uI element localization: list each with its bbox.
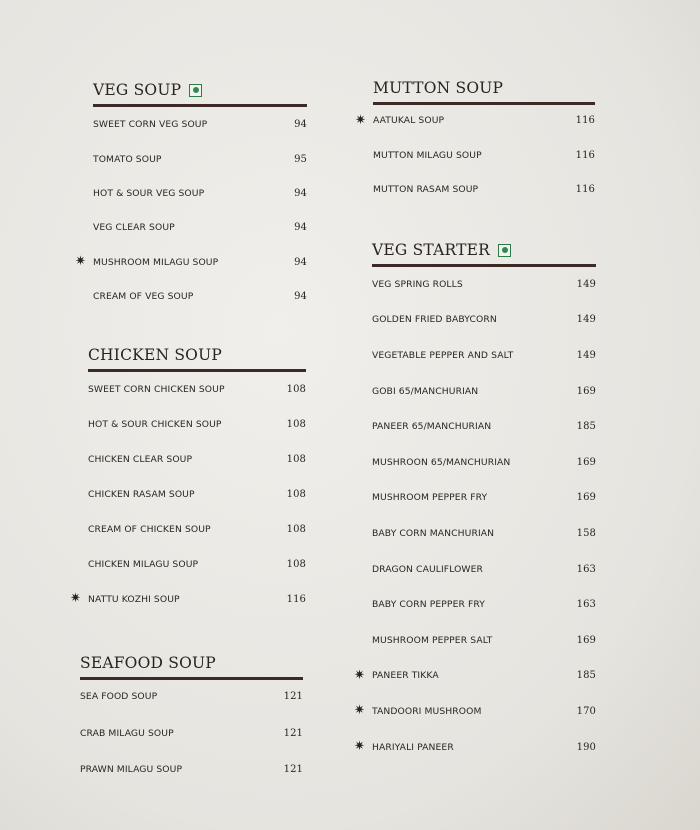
menu-item — [75, 245, 307, 279]
menu-item-price: 94 — [294, 222, 307, 234]
menu-item-name: MUTTON RASAM SOUP — [373, 183, 479, 195]
menu-item-name: MUSHROON 65/MANCHURIAN — [372, 456, 511, 468]
menu-item-price: 149 — [576, 278, 596, 290]
menu-item-name: BABY CORN PEPPER FRY — [372, 599, 485, 611]
menu-item-price: 121 — [283, 764, 303, 776]
menu-item-price: 185 — [576, 421, 596, 433]
menu-item — [354, 729, 596, 765]
menu-item — [372, 622, 596, 658]
section-title: MUTTON SOUP — [373, 79, 504, 97]
menu-item-name: CHICKEN RASAM SOUP — [88, 489, 195, 501]
menu-item-name: PANEER TIKKA — [372, 670, 439, 682]
menu-item-price: 116 — [575, 115, 595, 127]
menu-item-name: MUSHROOM PEPPER SALT — [372, 634, 493, 646]
menu-item — [80, 752, 303, 789]
menu-item — [88, 477, 306, 512]
menu-item — [70, 582, 306, 617]
menu-item-price: 169 — [576, 456, 596, 468]
menu-item — [372, 267, 596, 303]
veg-soup-section — [75, 78, 307, 314]
menu-item-name: VEG SPRING ROLLS — [372, 278, 463, 290]
menu-item — [372, 516, 596, 552]
menu-item-name: SEA FOOD SOUP — [80, 691, 158, 703]
menu-item-price: 169 — [576, 634, 596, 646]
menu-item-price: 158 — [576, 527, 596, 539]
chicken-soup-section — [70, 343, 306, 617]
special-star-icon: ✷ — [354, 667, 365, 683]
menu-item — [372, 587, 596, 623]
menu-item-price: 121 — [283, 727, 303, 739]
menu-item-price: 149 — [576, 349, 596, 361]
menu-item — [88, 547, 306, 582]
menu-item-name: CREAM OF CHICKEN SOUP — [88, 524, 211, 535]
menu-item — [88, 442, 306, 477]
menu-item-name: TANDOORI MUSHROOM — [372, 705, 482, 717]
special-star-icon: ✷ — [354, 703, 365, 719]
menu-item-name: MUTTON MILAGU SOUP — [373, 149, 482, 161]
menu-item — [88, 512, 306, 547]
menu-item — [93, 176, 307, 210]
menu-item-price: 108 — [286, 384, 306, 396]
special-star-icon: ✷ — [75, 254, 86, 269]
section-title: SEAFOOD SOUP — [80, 654, 216, 672]
menu-item-name: GOBI 65/MANCHURIAN — [372, 385, 479, 397]
mutton-soup-section — [355, 76, 595, 207]
menu-item-name: TOMATO SOUP — [93, 153, 162, 165]
menu-item-name: CHICKEN MILAGU SOUP — [88, 558, 199, 570]
menu-item-name: SWEET CORN CHICKEN SOUP — [88, 384, 225, 396]
menu-item-price: 190 — [576, 741, 596, 753]
veg-square-dot-icon — [189, 84, 202, 97]
menu-item — [354, 694, 596, 730]
menu-item — [372, 480, 596, 516]
menu-item-price: 108 — [286, 558, 306, 570]
menu-item — [93, 142, 307, 176]
special-star-icon: ✷ — [355, 112, 366, 128]
menu-item-price: 94 — [294, 187, 307, 199]
section-divider — [93, 104, 307, 107]
section-title: VEG SOUP — [93, 81, 182, 99]
menu-item — [372, 444, 596, 480]
menu-item — [355, 104, 595, 138]
seafood-soup-section — [80, 651, 303, 788]
menu-item-name: MUSHROOM PEPPER FRY — [372, 492, 488, 504]
menu-item-name: GOLDEN FRIED BABYCORN — [372, 314, 497, 326]
menu-item-name: PRAWN MILAGU SOUP — [80, 764, 183, 776]
menu-item-name: PANEER 65/MANCHURIAN — [372, 421, 492, 433]
menu-item-name: NATTU KOZHI SOUP — [88, 593, 180, 605]
menu-item — [93, 279, 307, 313]
menu-item-price: 169 — [576, 385, 596, 397]
menu-item-price: 149 — [576, 314, 596, 326]
veg-square-dot-icon — [498, 244, 511, 257]
menu-item — [372, 302, 596, 338]
menu-item-name: HOT & SOUR CHICKEN SOUP — [88, 419, 222, 431]
menu-item — [373, 172, 595, 206]
special-star-icon: ✷ — [354, 738, 365, 754]
menu-item-price: 94 — [294, 256, 307, 268]
menu-item-price: 94 — [294, 119, 307, 131]
menu-item-name: DRAGON CAULIFLOWER — [372, 563, 483, 575]
menu-item-name: CRAB MILAGU SOUP — [80, 727, 174, 739]
menu-item — [80, 679, 303, 716]
menu-item-price: 108 — [286, 489, 306, 501]
menu-item — [372, 409, 596, 445]
section-title: CHICKEN SOUP — [88, 346, 222, 364]
menu-item-price: 94 — [294, 291, 307, 303]
menu-item-price: 95 — [294, 153, 307, 165]
menu-item — [354, 658, 596, 694]
menu-item — [93, 211, 307, 245]
menu-item-name: VEG CLEAR SOUP — [93, 222, 175, 234]
menu-item-price: 116 — [286, 593, 306, 605]
menu-item — [372, 373, 596, 409]
menu-item — [80, 715, 303, 752]
menu-item — [88, 373, 306, 408]
menu-item-price: 108 — [286, 419, 306, 431]
menu-item-price: 116 — [575, 149, 595, 161]
menu-item-price: 185 — [576, 670, 596, 682]
menu-item — [93, 108, 307, 142]
menu-item-name: CHICKEN CLEAR SOUP — [88, 454, 193, 466]
menu-item-price: 108 — [286, 524, 306, 535]
menu-item-name: CREAM OF VEG SOUP — [93, 291, 194, 303]
menu-item-price: 163 — [576, 599, 596, 611]
section-title: VEG STARTER — [372, 241, 491, 259]
menu-item-name: HOT & SOUR VEG SOUP — [93, 187, 205, 199]
menu-item-price: 116 — [575, 183, 595, 195]
menu-item — [372, 551, 596, 587]
menu-item-price: 170 — [576, 705, 596, 717]
menu-item-price: 163 — [576, 563, 596, 575]
menu-item — [88, 407, 306, 442]
menu-item-name: MUSHROOM MILAGU SOUP — [93, 256, 219, 268]
menu-item-price: 169 — [576, 492, 596, 504]
menu-item — [372, 338, 596, 374]
menu-item-name: AATUKAL SOUP — [373, 115, 445, 127]
menu-item-price: 121 — [283, 691, 303, 703]
veg-starter-section — [354, 238, 596, 765]
menu-item-price: 108 — [286, 454, 306, 466]
menu-item-name: BABY CORN MANCHURIAN — [372, 527, 495, 539]
section-divider — [88, 369, 306, 372]
menu-item-name: VEGETABLE PEPPER AND SALT — [372, 349, 514, 361]
menu-item-name: HARIYALI PANEER — [372, 741, 454, 753]
menu-item-name: SWEET CORN VEG SOUP — [93, 119, 208, 131]
special-star-icon: ✷ — [70, 591, 81, 607]
menu-item — [373, 138, 595, 172]
